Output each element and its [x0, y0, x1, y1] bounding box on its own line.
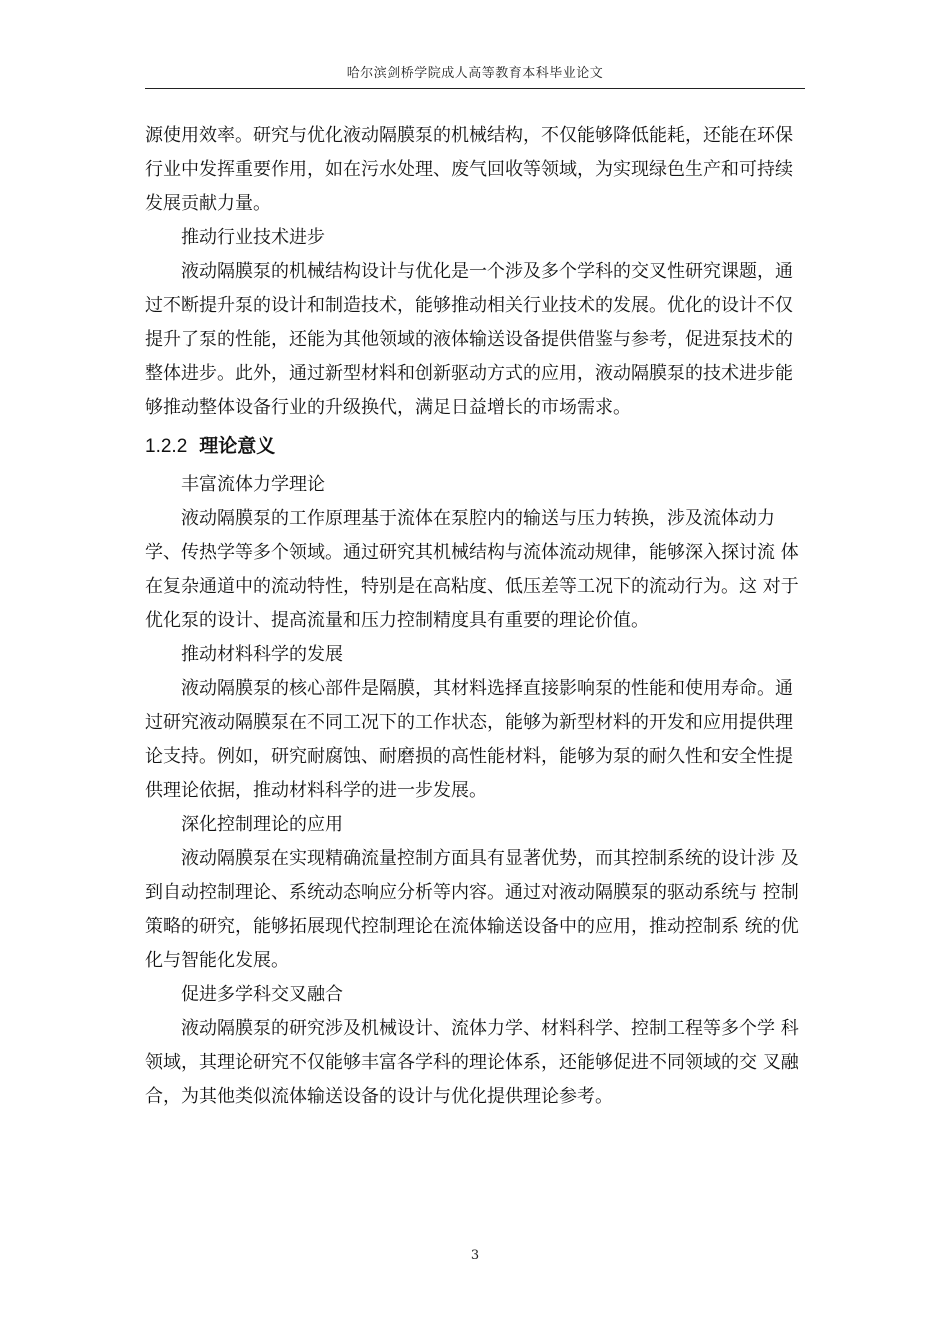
section-heading — [145, 425, 807, 468]
header-rule — [145, 88, 805, 89]
subheading-fluid-mechanics: 丰富流体力学理论 — [181, 474, 325, 495]
paragraph-materials: 液动隔膜泵的核心部件是隔膜，其材料选择直接影响泵的性能和使用寿命。通过研究液动隔膜泵在不同工况下的工作状态，能够为新型材料的开发和应用提供理论支持。例如，研究耐腐蚀、耐磨损的高性能材料，能够为泵的耐久性和安全性提供理论依据，推动材料科学的进一步发展。 — [145, 678, 793, 801]
paragraph-interdisciplinary: 液动隔膜泵的研究涉及机械设计、流体力学、材料科学、控制工程等多个学 科领域，其理论研究不仅能够丰富各学科的理论体系，还能够促进不同领域的交 叉融合，为其他类似流体输送设备的设计与优化提供理论参考。 — [145, 1018, 799, 1107]
running-header: 哈尔滨剑桥学院成人高等教育本科毕业论文 — [346, 66, 604, 81]
paragraph-continued: 源使用效率。研究与优化液动隔膜泵的机械结构，不仅能够降低能耗，还能在环保行业中发挥重要作用，如在污水处理、废气回收等领域，为实现绿色生产和可持续发展贡献力量。 — [145, 125, 793, 214]
document-body — [145, 119, 807, 1114]
subheading-interdisciplinary: 促进多学科交叉融合 — [181, 984, 343, 1005]
section-title: 理论意义 — [199, 435, 276, 457]
section-number: 1.2.2 — [145, 436, 188, 457]
subheading-control-theory: 深化控制理论的应用 — [181, 814, 343, 835]
page-number: 3 — [470, 1248, 480, 1263]
subheading-industry-progress: 推动行业技术进步 — [181, 227, 325, 248]
subheading-materials: 推动材料科学的发展 — [181, 644, 343, 665]
paragraph-industry-progress: 液动隔膜泵的机械结构设计与优化是一个涉及多个学科的交叉性研究课题，通过不断提升泵的设计和制造技术，能够推动相关行业技术的发展。优化的设计不仅提升了泵的性能，还能为其他领域的液体输送设备提供借鉴与参考，促进泵技术的整体进步。此外，通过新型材料和创新驱动方式的应用，液动隔膜泵的技术进步能够推动整体设备行业的升级换代，满足日益增长的市场需求。 — [145, 261, 793, 418]
paragraph-fluid-mechanics: 液动隔膜泵的工作原理基于流体在泵腔内的输送与压力转换，涉及流体动力 学、传热学等多个领域。通过研究其机械结构与流体流动规律，能够深入探讨流 体在复杂通道中的流动特性，特别是在高粘度、低压差等工况下的流动行为。这 对于优化泵的设计、提高流量和压力控制精度具有重要的理论价值。 — [145, 508, 799, 631]
paragraph-control-theory: 液动隔膜泵在实现精确流量控制方面具有显著优势，而其控制系统的设计涉 及到自动控制理论、系统动态响应分析等内容。通过对液动隔膜泵的驱动系统与 控制策略的研究，能够拓展现代控制理论在流体输送设备中的应用，推动控制系 统的优化与智能化发展。 — [145, 848, 799, 971]
